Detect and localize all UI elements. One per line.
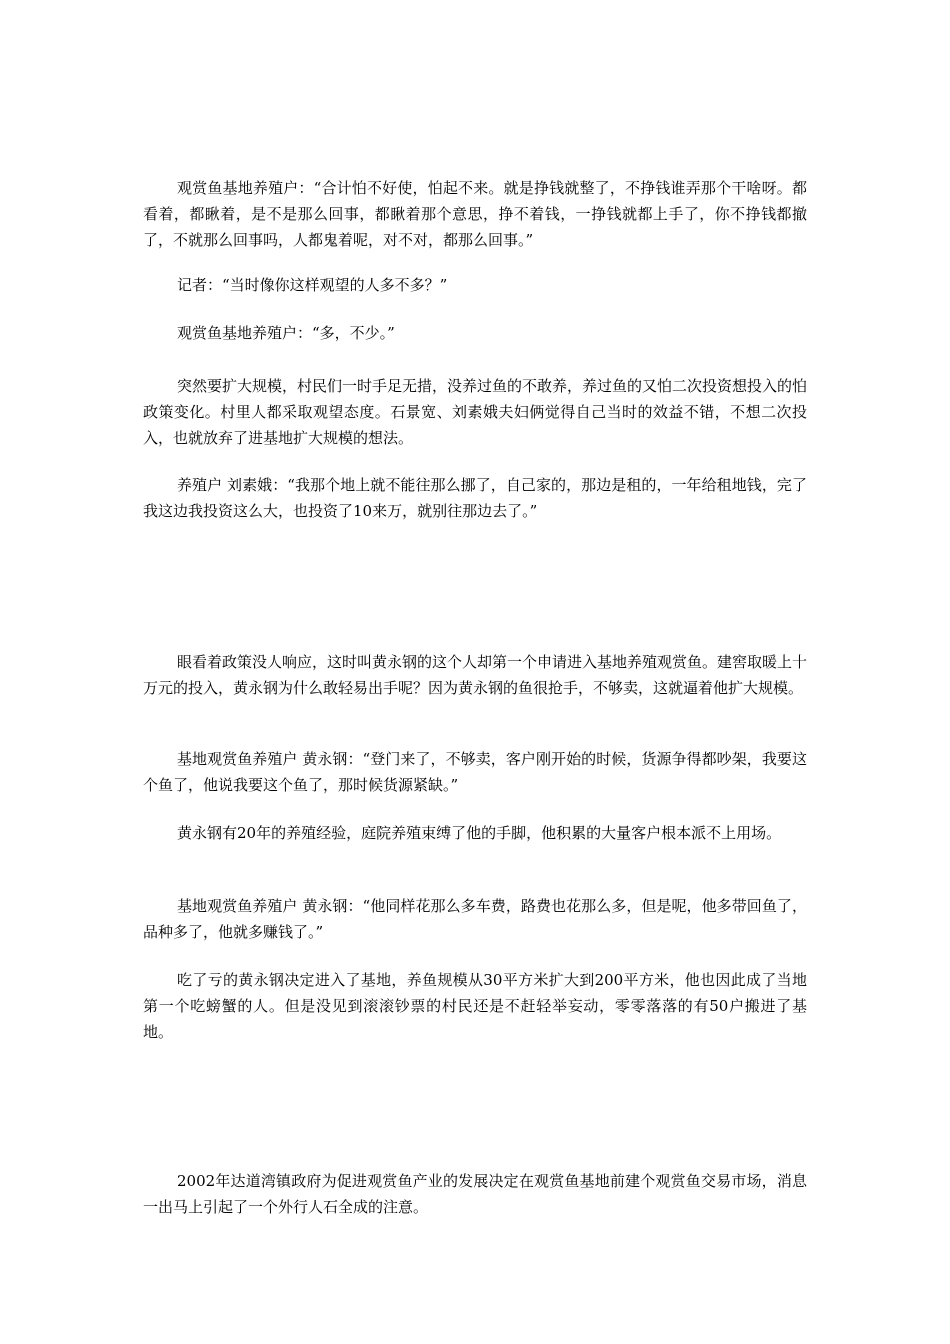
paragraph-huang-yonggang-intro: 眼看着政策没人响应，这时叫黄永钢的这个人却第一个申请进入基地养殖观赏鱼。建窖取暖上十万元的投入，黄永钢为什么敢轻易出手呢？因为黄永钢的鱼很抢手，不够卖，这就逼着他扩大规模。 <box>143 653 808 697</box>
paragraph-reporter-question: 记者：“当时像你这样观望的人多不多？” <box>177 276 448 294</box>
paragraph-market-2002: 2002年达道湾镇政府为促进观赏鱼产业的发展决定在观赏鱼基地前建个观赏鱼交易市场，消息一出马上引起了一个外行人石全成的注意。 <box>143 1172 807 1216</box>
paragraph-expansion-hesitation: 突然要扩大规模，村民们一时手足无措，没养过鱼的不敢养，养过鱼的又怕二次投资想投入的怕政策变化。村里人都采取观望态度。石景宽、刘素娥夫妇俩觉得自己当时的效益不错，不想二次投入，也就放弃了进基地扩大规模的想法。 <box>143 377 808 447</box>
paragraph-huang-yonggang-quote-2: 基地观赏鱼养殖户 黄永钢：“他同样花那么多车费，路费也花那么多，但是呢，他多带回鱼了，品种多了，他就多赚钱了。” <box>143 897 807 941</box>
paragraph-base-expansion: 吃了亏的黄永钢决定进入了基地，养鱼规模从30平方米扩大到200平方米，他也因此成了当地第一个吃螃蟹的人。但是没见到滚滚钞票的村民还是不赶轻举妄动，零零落落的有50户搬进了基地。 <box>143 971 807 1041</box>
paragraph-farmer-quote: 观赏鱼基地养殖户：“合计怕不好使，怕起不来。就是挣钱就整了，不挣钱谁弄那个干啥呀。都看着，都瞅着，是不是那么回事，都瞅着那个意思，挣不着钱，一挣钱就都上手了，你不挣钱都撤了，不就那么回事吗，人都鬼着呢，对不对，都那么回事。” <box>143 179 807 249</box>
paragraph-huang-yonggang-quote-1: 基地观赏鱼养殖户 黄永钢：“登门来了，不够卖，客户刚开始的时候，货源争得都吵架，我要这个鱼了，他说我要这个鱼了，那时候货源紧缺。” <box>143 750 807 794</box>
paragraph-farmer-answer: 观赏鱼基地养殖户：“多，不少。” <box>177 324 395 342</box>
paragraph-huang-yonggang-experience: 黄永钢有20年的养殖经验，庭院养殖束缚了他的手脚，他积累的大量客户根本派不上用场。 <box>177 824 782 842</box>
paragraph-liu-suee-quote: 养殖户 刘素娥：“我那个地上就不能往那么挪了，自己家的，那边是租的，一年给租地钱，完了我这边我投资这么大，也投资了10来万，就别往那边去了。” <box>143 476 807 520</box>
